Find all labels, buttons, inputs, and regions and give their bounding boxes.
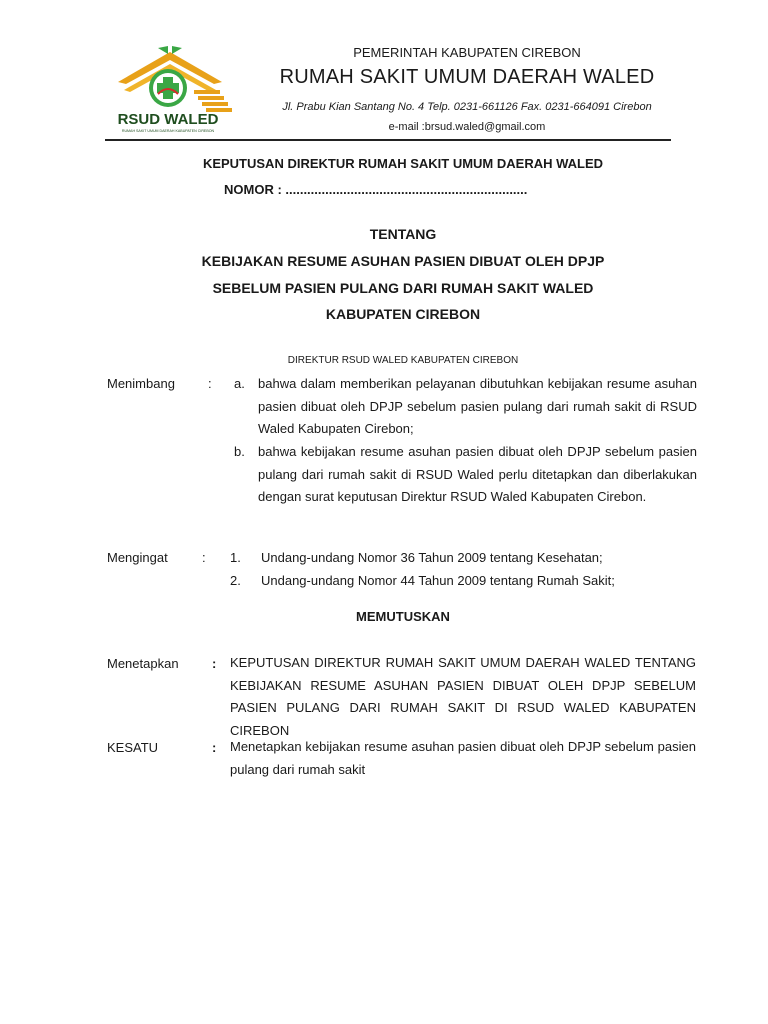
decree-subject-line-1: KEBIJAKAN RESUME ASUHAN PASIEN DIBUAT OLEH DPJP	[201, 253, 605, 269]
logo-step	[202, 102, 228, 106]
letterhead-address: Jl. Prabu Kian Santang No. 4 Telp. 0231-661126 Fax. 0231-664091 Cirebon	[282, 101, 652, 113]
menimbang-marker-a: a.	[234, 376, 245, 391]
menimbang-colon: :	[208, 376, 212, 391]
logo-leaf-right	[172, 46, 182, 54]
decree-title: KEPUTUSAN DIREKTUR RUMAH SAKIT UMUM DAERAH WALED	[202, 156, 604, 171]
hospital-logo	[110, 44, 240, 136]
logo-step	[198, 96, 224, 100]
letterhead-government: PEMERINTAH KABUPATEN CIREBON	[353, 45, 581, 60]
logo-step	[194, 90, 220, 94]
logo-leaf-left	[158, 46, 168, 54]
logo-subtext: RUMAH SAKIT UMUM DAERAH KABUPATEN CIREBON	[121, 129, 215, 133]
tentang-heading: TENTANG	[369, 226, 437, 242]
menetapkan-text: KEPUTUSAN DIREKTUR RUMAH SAKIT UMUM DAERAH WALED TENTANG KEBIJAKAN RESUME ASUHAN PASIEN DIBUAT OLEH DPJP SEBELUM PASIEN PULANG DARI RUMAH SAKIT DI RSUD WALED KABUPATEN CIREBON	[230, 655, 696, 738]
kesatu-label: KESATU	[107, 740, 159, 755]
kesatu-colon: :	[212, 740, 217, 755]
menimbang-item-a: bahwa dalam memberikan pelayanan dibutuhkan kebijakan resume asuhan pasien dibuat oleh DPJP sebelum pasien pulang dari rumah sakit di RSUD Waled Kabupaten Cirebon;	[258, 376, 697, 436]
letterhead-hospital-name: RUMAH SAKIT UMUM DAERAH WALED	[279, 66, 655, 88]
menimbang-item-b: bahwa kebijakan resume asuhan pasien dibuat oleh DPJP sebelum pasien pulang dari rumah sakit di RSUD Waled perlu ditetapkan dan diberlakukan dengan surat keputusan Direktur RSUD Waled Kabupaten Cirebon.	[258, 444, 697, 504]
mengingat-colon: :	[202, 550, 206, 565]
menimbang-marker-b: b.	[234, 444, 245, 459]
mengingat-label: Mengingat	[107, 550, 168, 565]
menimbang-label: Menimbang	[107, 376, 175, 391]
decree-subject-line-2: SEBELUM PASIEN PULANG DARI RUMAH SAKIT WALED	[212, 280, 594, 296]
decree-subject-line-3: KABUPATEN CIREBON	[325, 306, 481, 322]
mengingat-marker-1: 1.	[230, 550, 241, 565]
kesatu-text: Menetapkan kebijakan resume asuhan pasien dibuat oleh DPJP sebelum pasien pulang dari rumah sakit	[230, 739, 696, 777]
logo-text: RSUD WALED	[117, 111, 219, 128]
letterhead-email: e-mail :brsud.waled@gmail.com	[388, 121, 546, 133]
decree-number: NOMOR : ...................................................................	[224, 182, 528, 197]
mengingat-marker-2: 2.	[230, 573, 241, 588]
director-heading: DIREKTUR RSUD WALED KABUPATEN CIREBON	[287, 355, 519, 366]
mengingat-item-1: Undang-undang Nomor 36 Tahun 2009 tentang Kesehatan;	[261, 550, 603, 565]
letterhead-divider	[105, 139, 671, 141]
memutuskan-heading: MEMUTUSKAN	[356, 609, 450, 624]
mengingat-item-2: Undang-undang Nomor 44 Tahun 2009 tentang Rumah Sakit;	[261, 573, 615, 588]
menetapkan-label: Menetapkan	[107, 656, 179, 671]
menetapkan-colon: :	[212, 656, 217, 671]
